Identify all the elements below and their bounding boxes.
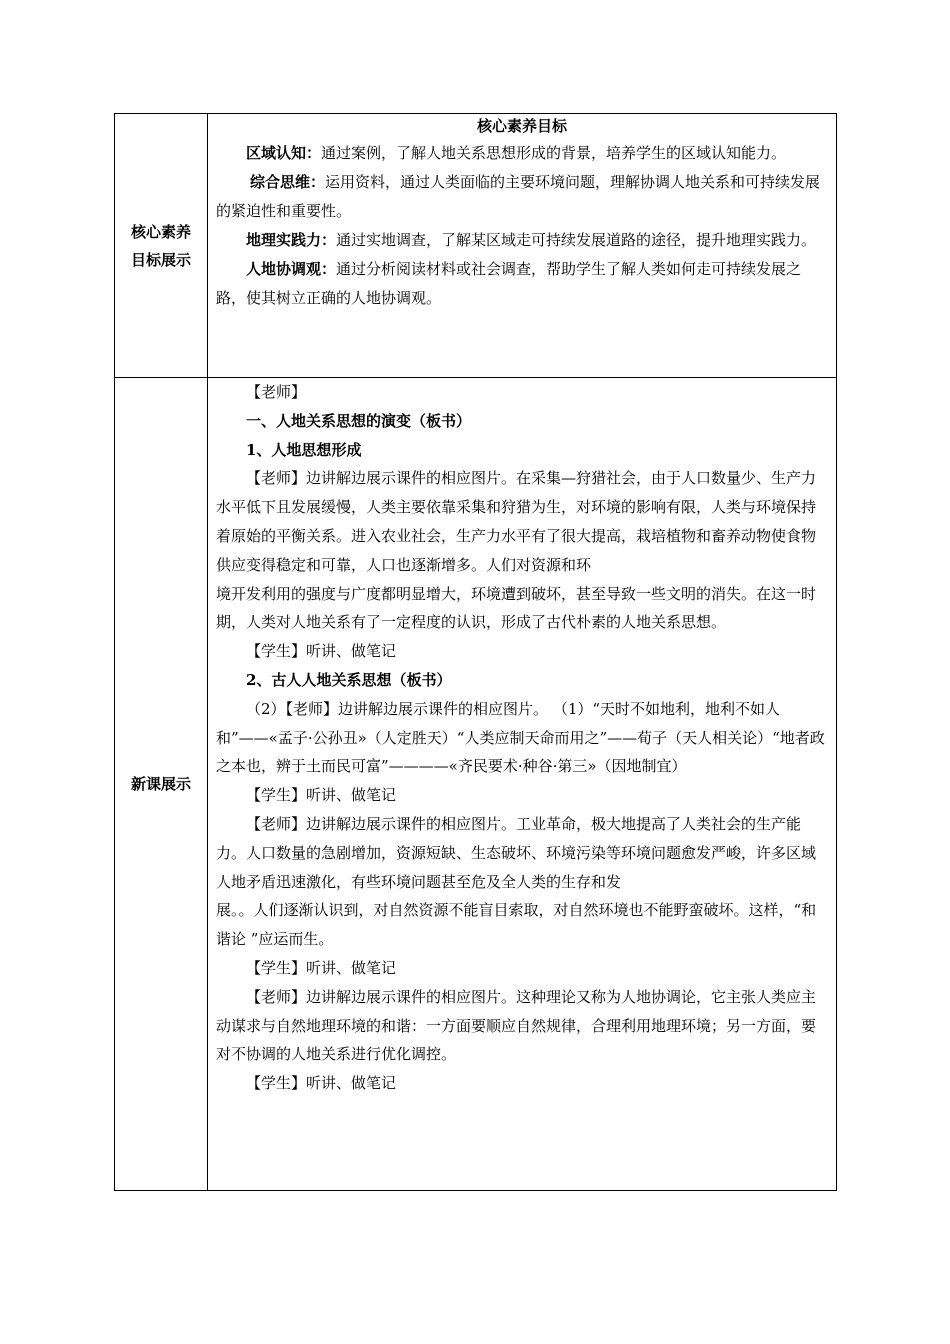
- paragraph: 【学生】听讲、做笔记: [246, 1074, 397, 1093]
- paragraph: 境开发利用的强度与广度都明显增大，环境遭到破坏，甚至导致一些文明的消失。在这一时期，人类对人地关系有了一定程度的认识，形成了古代朴素的人地关系思想。: [216, 584, 817, 632]
- goal-text: 通过分析阅读材料或社会调查，帮助学生了解人类如何走可持续发展之路，使其树立正确的人地协调观。: [216, 260, 802, 307]
- goal-item: [216, 168, 828, 226]
- heading-section: 一、人地关系思想的演变（板书）: [246, 411, 472, 430]
- lesson-table: [114, 113, 837, 1191]
- paragraph: 【老师】边讲解边展示课件的相应图片。工业革命，极大地提高了人类社会的生产能力。人口数量的急剧增加，资源短缺、生态破坏、环境污染等环境问题愈发严峻，许多区域人地矛盾迅速激化，有些环境问题甚至危及全人类的生存和发: [216, 814, 817, 891]
- goals-content-cell: [208, 114, 836, 377]
- paragraph: 【学生】听讲、做笔记: [246, 642, 397, 661]
- paragraph: （2）【老师】边讲解边展示课件的相应图片。 （1）“天时不如地利，地利不如人和”——«孟子·公孙丑»（人定胜天）“人类应制天命而用之”——荀子（天人相关论）“地者政之本也，辨于土而民可富”————«齐民要术·种谷·第三»（因地制宜）: [216, 699, 825, 776]
- goal-term: 地理实践力：: [246, 231, 337, 249]
- new-lesson-row: [115, 378, 836, 1190]
- heading-subsection: 2、古人人地关系思想（板书）: [246, 670, 452, 689]
- goal-text: 通过实地调查，了解某区域走可持续发展道路的途径，提升地理实践力。: [336, 231, 817, 249]
- new-lesson-label: 新课展示: [130, 775, 191, 793]
- goals-title: 核心素养目标: [476, 117, 567, 135]
- paragraph: 展。。人们逐渐认识到，对自然资源不能盲目索取，对自然环境也不能野蛮破坏。这样，“和谐论 ”应运而生。: [216, 901, 817, 949]
- goals-label-line2: 目标展示: [130, 250, 191, 269]
- new-lesson-label-cell: [115, 378, 208, 1190]
- goal-term: 区域认知：: [246, 144, 322, 162]
- paragraph: 【学生】听讲、做笔记: [246, 958, 397, 977]
- goals-label-line1: 核心素养: [130, 222, 191, 241]
- goal-item: [216, 226, 828, 255]
- goal-term: 综合思维：: [250, 173, 326, 191]
- new-lesson-content-cell: [208, 378, 836, 1190]
- paragraph: 【老师】: [246, 383, 307, 401]
- goal-term: 人地协调观：: [246, 260, 337, 278]
- goal-text: 通过案例，了解人地关系思想形成的背景，培养学生的区域认知能力。: [321, 144, 787, 162]
- paragraph: 【老师】边讲解边展示课件的相应图片。这种理论又称为人地协调论，它主张人类应主动谋求与自然地理环境的和谐：一方面要顺应自然规律，合理利用地理环境；另一方面，要对不协调的人地关系进行优化调控。: [216, 987, 817, 1064]
- goal-item: [216, 139, 828, 168]
- paragraph: 【学生】听讲、做笔记: [246, 786, 397, 805]
- goals-row: [115, 114, 836, 378]
- paragraph: 【老师】边讲解边展示课件的相应图片。在采集—狩猎社会，由于人口数量少、生产力水平低下且发展缓慢，人类主要依靠采集和狩猎为生，对环境的影响有限，人类与环境保持着原始的平衡关系。进入农业社会，生产力水平有了很大提高，栽培植物和畜养动物使食物供应变得稳定和可靠，人口也逐渐增多。人们对资源和环: [216, 469, 817, 574]
- goal-text: 运用资料，通过人类面临的主要环境问题，理解协调人地关系和可持续发展的紧迫性和重要性。: [216, 173, 821, 220]
- goal-item: [216, 255, 828, 313]
- goals-label-cell: [115, 114, 208, 377]
- heading-subsection: 1、人地思想形成: [246, 440, 362, 459]
